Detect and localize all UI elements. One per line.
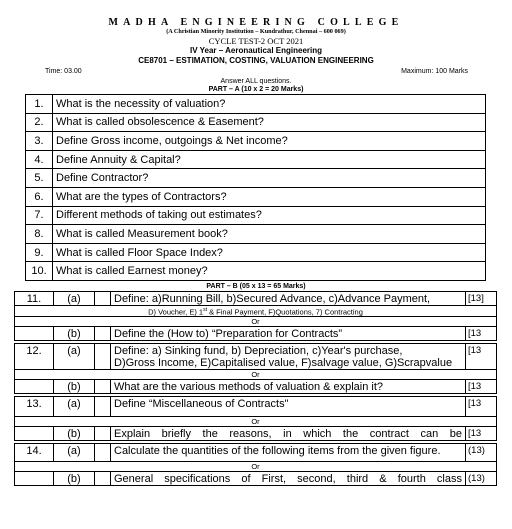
question-text: What are the various methods of valuation & explain it? bbox=[111, 380, 466, 394]
question-number: 11. bbox=[15, 291, 54, 305]
question-number: 2. bbox=[26, 113, 53, 132]
question-text: Define “Miscellaneous of Contracts" bbox=[111, 397, 466, 417]
question-number: 13. bbox=[15, 397, 54, 417]
question-row bbox=[26, 113, 486, 132]
question-row bbox=[26, 169, 486, 188]
instruction: Answer ALL questions. bbox=[220, 78, 292, 85]
exam-meta bbox=[0, 66, 512, 78]
question-row bbox=[26, 206, 486, 225]
sub-question-label: (a) bbox=[54, 397, 95, 417]
question-row bbox=[26, 95, 486, 114]
question-row bbox=[15, 444, 497, 462]
question-row bbox=[26, 262, 486, 281]
question-text: What is called Earnest money? bbox=[53, 262, 486, 281]
or-row bbox=[15, 462, 497, 472]
question-row bbox=[15, 344, 497, 370]
subject-line: CE8701 – ESTIMATION, COSTING, VALUATION ENGINEERING bbox=[138, 56, 374, 65]
or-row bbox=[15, 317, 497, 327]
or-row bbox=[15, 370, 497, 380]
question-text: Define: a) Sinking fund, b) Depreciation, c)Year's purchase, D)Gross Income, E)Capitalised value, F)salvage value, G)Scrapvalue bbox=[111, 344, 466, 370]
question-number: 10. bbox=[26, 262, 53, 281]
question-row bbox=[26, 187, 486, 206]
question-row bbox=[26, 132, 486, 151]
question-text: Define Contractor? bbox=[53, 169, 486, 188]
marks: [13 bbox=[466, 380, 497, 394]
question-row bbox=[15, 327, 497, 341]
question-number: 4. bbox=[26, 150, 53, 169]
or-label: Or bbox=[15, 462, 497, 472]
question-text: What is the necessity of valuation? bbox=[53, 95, 486, 114]
question-row bbox=[26, 225, 486, 244]
question-number: 8. bbox=[26, 225, 53, 244]
exam-header bbox=[0, 17, 512, 66]
part-b-table bbox=[14, 291, 497, 487]
question-number: 12. bbox=[15, 344, 54, 370]
question-text: Define the (How to) “Preparation for Contracts” bbox=[111, 327, 466, 341]
question-number: 9. bbox=[26, 243, 53, 262]
question-continuation: D) Voucher, E) 1st & Final Payment, F)Quotations, 7) Contracting bbox=[15, 305, 497, 317]
sub-question-label: (a) bbox=[54, 344, 95, 370]
question-text: What are the types of Contractors? bbox=[53, 187, 486, 206]
marks: [13 bbox=[466, 427, 497, 441]
question-row bbox=[15, 427, 497, 441]
marks: [13 bbox=[466, 397, 497, 417]
marks: [13 bbox=[466, 327, 497, 341]
question-text: General specifications of First, second, third & fourth class bbox=[111, 472, 466, 486]
question-row bbox=[26, 150, 486, 169]
college-name: MADHA ENGINEERING COLLEGE bbox=[108, 17, 404, 28]
marks: [13 bbox=[466, 344, 497, 370]
question-number: 6. bbox=[26, 187, 53, 206]
marks: [13] bbox=[466, 291, 497, 305]
question-number: 3. bbox=[26, 132, 53, 151]
sub-question-label: (b) bbox=[54, 327, 95, 341]
question-text: Different methods of taking out estimates? bbox=[53, 206, 486, 225]
question-row bbox=[15, 397, 497, 417]
question-text: What is called obsolescence & Easement? bbox=[53, 113, 486, 132]
question-text: Define Gross income, outgoings & Net income? bbox=[53, 132, 486, 151]
question-number: 1. bbox=[26, 95, 53, 114]
sub-question-label: (b) bbox=[54, 380, 95, 394]
test-title: CYCLE TEST-2 OCT 2021 bbox=[208, 36, 304, 46]
part-b-heading: PART – B (05 x 13 = 65 Marks) bbox=[206, 282, 306, 290]
question-continuation-row bbox=[15, 305, 497, 317]
question-text: Explain briefly the reasons, in which the contract can be bbox=[111, 427, 466, 441]
question-text: What is called Floor Space Index? bbox=[53, 243, 486, 262]
question-row bbox=[15, 472, 497, 486]
part-a-table bbox=[25, 94, 486, 281]
question-number: 5. bbox=[26, 169, 53, 188]
or-row bbox=[15, 417, 497, 427]
marks: (13) bbox=[466, 472, 497, 486]
time-label: Time: 03.00 bbox=[45, 68, 82, 75]
institution-line: (A Christian Minority Institution – Kundrathur, Chennai – 600 069) bbox=[166, 28, 346, 35]
or-label: Or bbox=[15, 370, 497, 380]
max-marks-label: Maximum: 100 Marks bbox=[401, 68, 468, 75]
question-number: 7. bbox=[26, 206, 53, 225]
or-label: Or bbox=[15, 317, 497, 327]
sub-question-label: (b) bbox=[54, 427, 95, 441]
sub-question-label: (a) bbox=[54, 291, 95, 305]
sub-question-label: (b) bbox=[54, 472, 95, 486]
question-text: Calculate the quantities of the following items from the given figure. bbox=[111, 444, 466, 462]
question-row bbox=[15, 291, 497, 305]
question-row bbox=[15, 380, 497, 394]
or-label: Or bbox=[15, 417, 497, 427]
sub-question-label: (a) bbox=[54, 444, 95, 462]
question-row bbox=[26, 243, 486, 262]
question-text: What is called Measurement book? bbox=[53, 225, 486, 244]
marks: (13) bbox=[466, 444, 497, 462]
question-text: Define: a)Running Bill, b)Secured Advance, c)Advance Payment, bbox=[111, 291, 466, 305]
year-line: IV Year – Aeronautical Engineering bbox=[189, 46, 323, 55]
part-a-heading: PART – A (10 x 2 = 20 Marks) bbox=[208, 86, 304, 93]
question-text: Define Annuity & Capital? bbox=[53, 150, 486, 169]
question-number: 14. bbox=[15, 444, 54, 462]
